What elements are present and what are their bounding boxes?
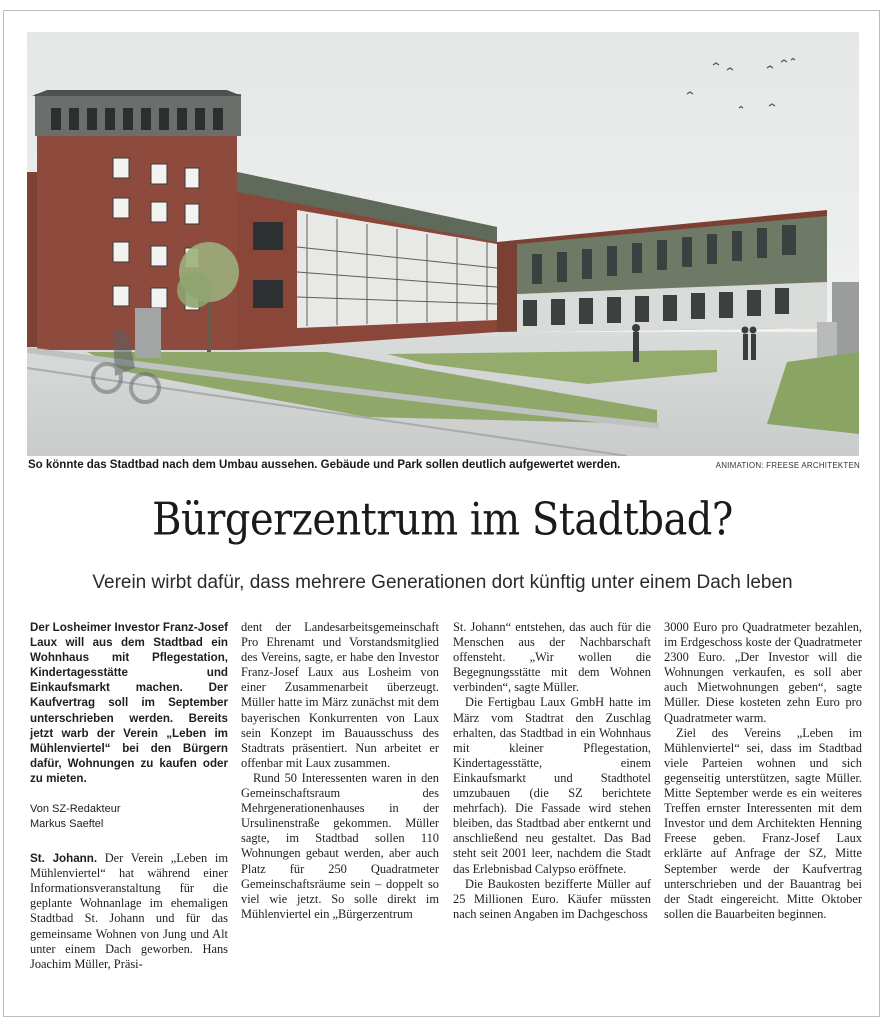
byline-line-1: Von SZ-Redakteur	[30, 803, 121, 816]
article-lead: Der Losheimer Investor Franz-Josef Laux will aus dem Stadtbad ein Wohnhaus mit Pflegestation, Kindertagesstätte und Einkaufsmarkt machen. Der Kaufvertrag soll im September unterschrieben werden. Bereits jetzt warb der Verein „Leben im Mühlenviertel“ bei den Bürgern dafür, Wohnungen zu kaufen oder zu mieten.	[30, 621, 228, 785]
article-body-paragraph: Die Fertigbau Laux GmbH hatte im März vom Stadtrat den Zuschlag erhalten, das Stadtbad in ein Wohnhaus mit kleiner Pflegestation, Kindertagesstätte, einem Einkaufsmarkt und Stadthotel umzubauen (die SZ berichtete mehrfach). Die Fassade wird stehen bleiben, das Stadtbad aber entkernt und anschließend neu gestaltet. Das Bad steht seit 2001 leer, nachdem die Stadt das Erlebnisbad Calypso eröffnete.	[453, 695, 651, 876]
article-subheadline: Verein wirbt dafür, dass mehrere Generationen dort künftig unter einem Dach leben	[92, 572, 793, 593]
article-column-4	[664, 620, 862, 922]
article-column-3	[453, 620, 651, 922]
article-body-text: Der Verein „Leben im Mühlenviertel“ hat während einer Informationsveranstaltung für die geplante Wohnanlage im ehemaligen Stadtbad St. Johann und für das gemeinsame Wohnen von Jung und Alt unter einem Dach geworben. Hans Joachim Müller, Präsi-	[30, 851, 228, 971]
article-column-2	[241, 620, 439, 922]
article-body-paragraph: St. Johann“ entstehen, das auch für die Menschen aus der Nachbarschaft offensteht. „Wir wollen die Begegnungsstätte mit dem Wohnen verbinden“, sagte Müller.	[453, 620, 651, 695]
article-column-1	[30, 620, 228, 972]
article-body-paragraph: Ziel des Vereins „Leben im Mühlenviertel“ sei, dass im Stadtbad viele Parteien wohnen und sich gegenseitig unterstützen, sagte Müller. Mitte September werde es ein weiteres Treffen ernster Interessenten mit dem Investor und dem Architekten Henning Freese geben. Franz-Josef Laux erklärte auf Anfrage der SZ, Mitte September werde der Kaufvertrag unterschrieben und der Bauantrag bei der Stadt eingereicht. Mitte Oktober sollen die Bauarbeiten beginnen.	[664, 725, 862, 921]
article-body-paragraph	[30, 851, 228, 972]
article-body-paragraph: dent der Landesarbeitsgemeinschaft Pro Ehrenamt und Vorstandsmitglied des Vereins, sagte, er habe den Investor Franz-Josef Laux aus Losheim von einer Zusammenarbeit überzeugt. Müller hatte im März zunächst mit dem bayerischen Konkurrenten von Laux sein Konzept im Bauausschuss des Stadtrats präsentiert. Nun arbeitet er offenbar mit Laux zusammen.	[241, 620, 439, 770]
byline-line-2: Markus Saeftel	[30, 818, 104, 831]
article-byline	[30, 802, 228, 832]
photo-credit: ANIMATION: FREESE ARCHITEKTEN	[715, 461, 860, 470]
article-headline: Bürgerzentrum im Stadtbad?	[152, 494, 733, 546]
article-dateline: St. Johann.	[30, 852, 98, 866]
photo-caption-row	[28, 459, 860, 477]
article-photo	[27, 32, 859, 456]
article-body-paragraph: 3000 Euro pro Quadratmeter bezahlen, im Erdgeschoss koste der Quadratmeter 2300 Euro. „Der Investor will die Wohnungen verkaufen, es soll aber auch Mietwohnungen geben“, sagte Müller. Diese kosteten zehn Euro pro Quadratmeter warm.	[664, 620, 862, 725]
photo-caption: So könnte das Stadtbad nach dem Umbau aussehen. Gebäude und Park sollen deutlich aufgewertet werden.	[28, 459, 621, 471]
article-body-paragraph: Rund 50 Interessenten waren in den Gemeinschaftsraum des Mehrgenerationenhauses in der Ursulinenstraße gekommen. Müller sagte, im Stadtbad sollen 110 Wohnungen gebaut werden, aber auch Platz für 250 Quadratmeter Gemeinschaftsräume sein – doppelt so viel wie jetzt. So solle direkt im Mühlenviertel ein „Bürgerzentrum	[241, 770, 439, 921]
article-body-paragraph: Die Baukosten bezifferte Müller auf 25 Millionen Euro. Käufer müssten nach seinen Angaben im Dachgeschoss	[453, 876, 651, 921]
